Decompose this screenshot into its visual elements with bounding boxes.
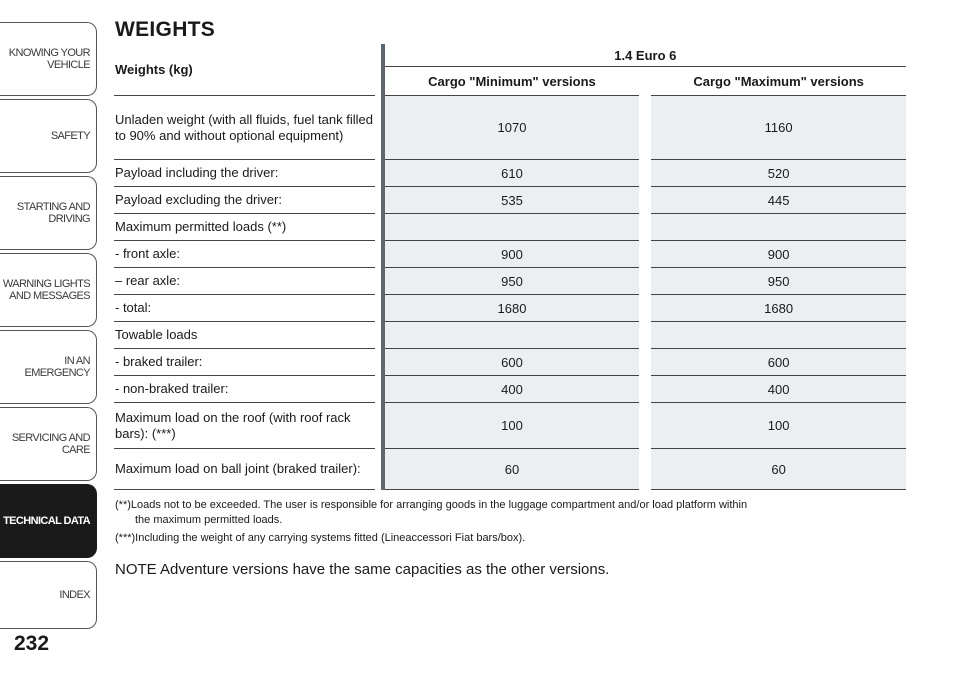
cargo-maximum-header: Cargo "Maximum" versions	[651, 67, 906, 96]
weights-table	[114, 44, 906, 490]
row-label: - braked trailer:	[114, 349, 375, 376]
cell-min: 900	[385, 241, 640, 268]
cell-min: 950	[385, 268, 640, 295]
cargo-minimum-header: Cargo "Minimum" versions	[385, 67, 640, 96]
tab-label: KNOWING YOUR VEHICLE	[8, 47, 90, 71]
cell-min: 400	[385, 376, 640, 403]
row-label: Towable loads	[114, 322, 375, 349]
tab-label: IN AN EMERGENCY	[24, 355, 90, 379]
cell-min	[385, 214, 640, 241]
tab-label: WARNING LIGHTS AND MESSAGES	[2, 278, 90, 302]
tab-safety[interactable]	[0, 99, 97, 173]
cell-max: 520	[651, 160, 906, 187]
row-label: Payload including the driver:	[114, 160, 375, 187]
table-row	[114, 349, 906, 376]
row-label: Unladen weight (with all fluids, fuel tank filled to 90% and without optional equipment)	[114, 96, 375, 160]
table-row	[114, 214, 906, 241]
cell-min: 100	[385, 403, 640, 449]
tab-index[interactable]	[0, 561, 97, 629]
row-label: Maximum load on the roof (with roof rack bars): (***)	[114, 403, 375, 449]
tab-label: TECHNICAL DATA	[3, 515, 90, 527]
cell-max: 60	[651, 449, 906, 490]
cell-max	[651, 214, 906, 241]
footnote-roof: (***)Including the weight of any carrying systems fitted (Lineaccessori Fiat bars/box).	[115, 532, 526, 544]
row-label: Maximum permitted loads (**)	[114, 214, 375, 241]
table-row	[114, 160, 906, 187]
cell-min: 60	[385, 449, 640, 490]
page-number: 232	[14, 632, 50, 655]
table-row	[114, 403, 906, 449]
row-label: - total:	[114, 295, 375, 322]
cell-max: 100	[651, 403, 906, 449]
cell-max: 400	[651, 376, 906, 403]
engine-group-header: 1.4 Euro 6	[385, 44, 906, 67]
label-column-header: Weights (kg)	[114, 44, 375, 96]
footnote-line: the maximum permitted loads.	[135, 514, 283, 526]
cell-min: 1680	[385, 295, 640, 322]
cell-min	[385, 322, 640, 349]
tab-label: SAFETY	[50, 130, 90, 142]
table-row	[114, 241, 906, 268]
row-label: Maximum load on ball joint (braked trailer):	[114, 449, 375, 490]
cell-min: 535	[385, 187, 640, 214]
cell-max	[651, 322, 906, 349]
tab-label: SERVICING AND CARE	[11, 432, 90, 456]
tab-technical-data[interactable]	[0, 484, 97, 558]
row-label: Payload excluding the driver:	[114, 187, 375, 214]
cell-max: 600	[651, 349, 906, 376]
note-adventure: NOTE Adventure versions have the same capacities as the other versions.	[115, 561, 610, 578]
page-title: WEIGHTS	[115, 18, 216, 41]
tab-label: INDEX	[59, 589, 90, 601]
cell-max: 1680	[651, 295, 906, 322]
tab-knowing-your-vehicle[interactable]	[0, 22, 97, 96]
table-row	[114, 449, 906, 490]
table-row	[114, 376, 906, 403]
cell-min: 1070	[385, 96, 640, 160]
tab-starting-and-driving[interactable]	[0, 176, 97, 250]
cell-max: 1160	[651, 96, 906, 160]
cell-min: 600	[385, 349, 640, 376]
table-row	[114, 322, 906, 349]
table-row	[114, 268, 906, 295]
tab-servicing-and-care[interactable]	[0, 407, 97, 481]
tab-in-an-emergency[interactable]	[0, 330, 97, 404]
table-row	[114, 187, 906, 214]
row-label: - non-braked trailer:	[114, 376, 375, 403]
cell-max: 950	[651, 268, 906, 295]
footnote-line: (**)Loads not to be exceeded. The user is responsible for arranging goods in the luggage compartment and/or load platform within	[115, 499, 748, 511]
footnote-loads	[115, 498, 905, 528]
row-label: - front axle:	[114, 241, 375, 268]
table-row	[114, 96, 906, 160]
table-row	[114, 295, 906, 322]
row-label: – rear axle:	[114, 268, 375, 295]
cell-max: 900	[651, 241, 906, 268]
tab-label: STARTING AND DRIVING	[16, 201, 90, 225]
tab-warning-lights[interactable]	[0, 253, 97, 327]
cell-max: 445	[651, 187, 906, 214]
cell-min: 610	[385, 160, 640, 187]
